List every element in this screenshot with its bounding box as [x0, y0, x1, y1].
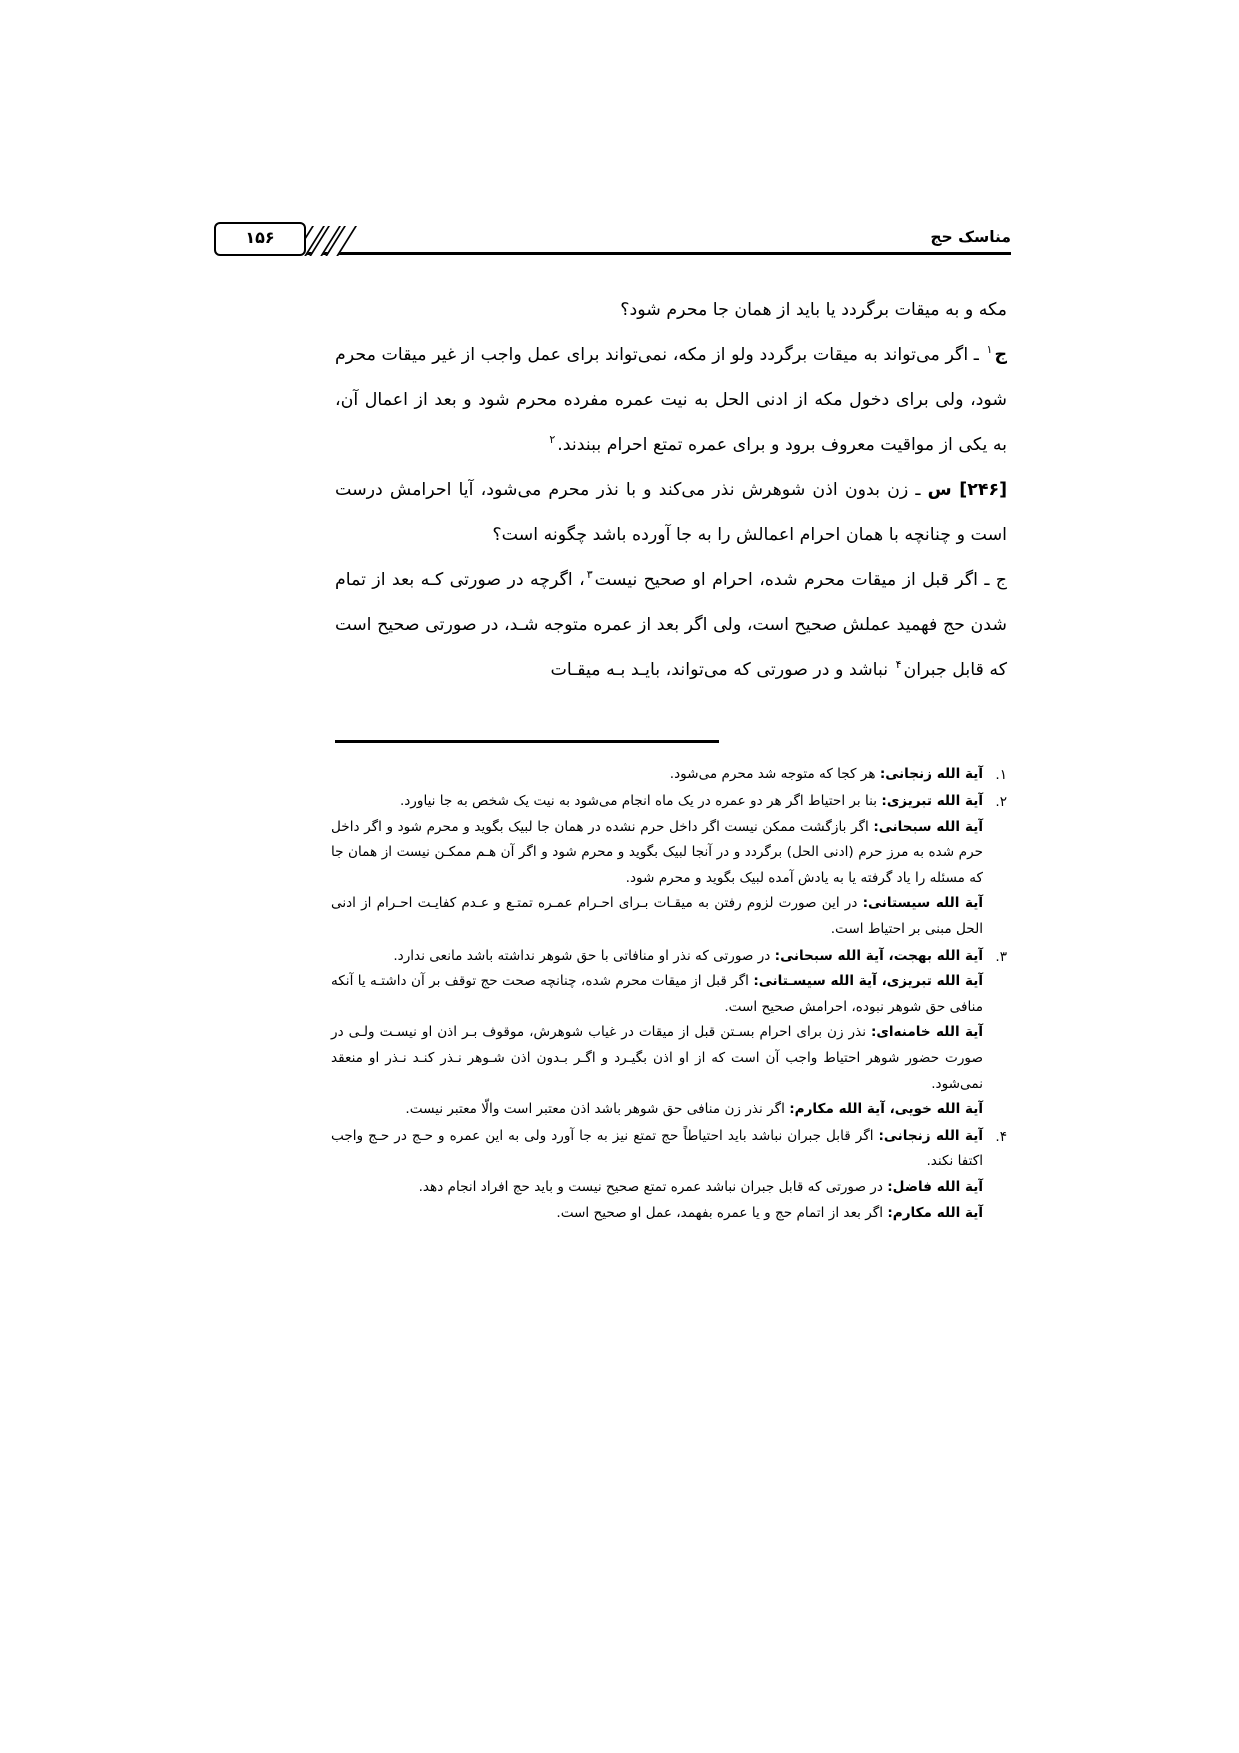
footnote-marker: ۴.: [995, 1128, 1007, 1145]
paragraph-question-246: [335, 468, 1007, 558]
footnote-text: در صورتی که نذر او منافاتی با حق شوهر نداشته باشد مانعی ندارد.: [393, 947, 775, 964]
footnote-line: [331, 1020, 983, 1097]
footnote-authority: آیة الله تبریزی، آیة الله سیسـتانی:: [753, 973, 984, 990]
footnote-text: اگر قابل جبران نباشد باید احتیاطاً حج تمتع نیز به جا آورد ولی به این عمره و حـج در حـج واجب اکتفا نکند.: [331, 1127, 983, 1170]
paragraph-text-c: نباشد و در صورتی که می‌تواند، بایـد بـه میقـات: [550, 660, 894, 680]
footnote-text: هر کجا که متوجه شد محرم می‌شود.: [669, 766, 880, 782]
footnote-text: در صورتی که قابل جبران نباشد عمره تمتع صحیح نیست و باید حج افراد انجام دهد.: [418, 1178, 888, 1195]
footnote-text: اگر بازگشت ممکن نیست اگر داخل حرم نشده در همان جا لبیک بگوید و محرم شود و اگر داخل حرم شده به مرز حرم (ادنی الحل) برگردد و در آنجا لبیک بگوید و محرم شود و اگر آن هـم ممکـن نیست از همان جا که مسئله را یاد گرفته یا به یادش آمده لبیک بگوید و محرم شود.: [331, 818, 983, 886]
page-number-box: [214, 222, 306, 256]
footnote-authority: آیة الله مکارم:: [887, 1204, 983, 1221]
footnote-authority: آیة الله خامنه‌ای:: [871, 1024, 983, 1041]
footnote-authority: آیة الله بهجت، آیة الله سبحانی:: [774, 947, 983, 964]
footnotes-section: [331, 762, 1007, 1227]
footnote-text: نذر زن برای احرام بسـتن قبل از میقات در غیاب شوهرش، موقوف بـر اذن او نیسـت ولـی در صورت حضور شوهر احتیاط واجب آن است که از او اذن بگیـرد و اگـر بـدون اذن شـوهر نـذر کنـد نـذر او منعقد نمی‌شود.: [331, 1024, 983, 1092]
footnote-text: اگر بعد از اتمام حج و یا عمره بفهمد، عمل او صحیح است.: [556, 1204, 888, 1221]
footnote-line: [331, 1175, 983, 1201]
footnote-marker: ۲.: [995, 794, 1007, 810]
footnote-text: در این صورت لزوم رفتن به میقـات بـرای احـرام عمـره تمتـع و عـدم کفایـت احـرام از ادنی الحل مبنی بر احتیاط است.: [331, 895, 983, 937]
footnote-line: [331, 815, 983, 892]
paragraph-text: مکه و به میقات برگردد یا باید از همان جا محرم شود؟: [620, 300, 1007, 320]
footnote-authority: آیة الله خویی، آیة الله مکارم:: [789, 1101, 983, 1118]
footnote-body: [331, 944, 983, 1123]
paragraph-text: ـ اگر می‌تواند به میقات برگردد ولو از مکه، نمی‌تواند برای عمل واجب از غیر میقات محرم شود، ولی برای دخول مکه از ادنی الحل به نیت عمره مفرده محرم شود و بعد از اعمال آن، به یکی از مواقیت معروف برود و برای عمره تمتع احرام ببندند.: [335, 345, 1007, 455]
footnote-item: [331, 1124, 1007, 1226]
footnote-line: [331, 789, 983, 815]
footnote-marker: ۳.: [995, 948, 1007, 965]
footnote-item: [331, 944, 1007, 1123]
footnote-item: [331, 762, 1007, 788]
footnote-item: [331, 789, 1007, 943]
page-header: [228, 228, 1011, 274]
footnote-authority: آیة الله زنجانی:: [879, 766, 983, 782]
paragraph-answer-2: [335, 558, 1007, 693]
footnote-authority: آیة الله زنجانی:: [878, 1127, 984, 1144]
footnote-line: [331, 1097, 983, 1123]
paragraph-text-b: ، اگرچه در صورتی کـه بعد از تمام شدن حج فهمید عملش صحیح است، ولی اگر بعد از عمره متوجه شـد، در صورتی صحیح است که قابل جبران: [335, 570, 1007, 680]
page-number: ۱۵۶: [245, 228, 275, 247]
footnote-authority: آیة الله فاضل:: [887, 1178, 983, 1195]
paragraph-text-a: ج ـ اگر قبل از میقات محرم شده، احرام او صحیح نیست: [594, 570, 1007, 590]
footnote-text: اگر قبل از میقات محرم شده، چنانچه صحت حج توقف بر آن داشتـه یا آنکه منافی حق شوهر نبوده، احرامش صحیح است.: [331, 973, 983, 1015]
footnote-text: اگر نذر زن منافی حق شوهر باشد اذن معتبر است والّا معتبر نیست.: [405, 1101, 790, 1118]
footnote-ref-1[interactable]: ۱: [986, 343, 993, 357]
footnote-separator-rule: [335, 740, 719, 743]
footnote-body: [331, 762, 983, 788]
footnote-text: بنا بر احتیاط اگر هر دو عمره در یک ماه انجام می‌شود به نیت یک شخص به جا نیاورد.: [399, 793, 882, 809]
paragraph-question-continuation: [335, 288, 1007, 333]
footnote-line: [331, 969, 983, 1020]
footnote-line: [331, 1201, 983, 1227]
footnote-body: [331, 1124, 983, 1226]
paragraph-text: ـ زن بدون اذن شوهرش نذر می‌کند و با نذر محرم می‌شود، آیا احرامش درست است و چنانچه با همان احرام اعمالش را به جا آورده باشد چگونه است؟: [335, 480, 1007, 545]
footnote-line: [331, 762, 983, 788]
paragraph-answer-1: [335, 333, 1007, 468]
footnote-ref-3[interactable]: ۳: [586, 568, 593, 582]
main-text-column: [335, 288, 1007, 693]
slash-ornament-icon: [298, 226, 360, 256]
footnote-body: [331, 789, 983, 943]
footnote-marker: ۱.: [995, 767, 1007, 783]
footnote-authority: آیة الله تبریزی:: [881, 793, 983, 809]
footnote-ref-4[interactable]: ۴: [895, 658, 902, 672]
footnote-line: [331, 891, 983, 942]
question-number: [۲۴۶] س: [927, 480, 1008, 500]
answer-marker: ج: [994, 345, 1007, 365]
running-head-title: مناسک حج: [930, 228, 1011, 246]
footnote-authority: آیة الله سیستانی:: [862, 895, 983, 912]
footnote-authority: آیة الله سبحانی:: [873, 818, 983, 835]
footnote-line: [331, 1124, 983, 1175]
footnote-ref-2[interactable]: ۲: [549, 433, 556, 447]
footnote-line: [331, 944, 983, 970]
